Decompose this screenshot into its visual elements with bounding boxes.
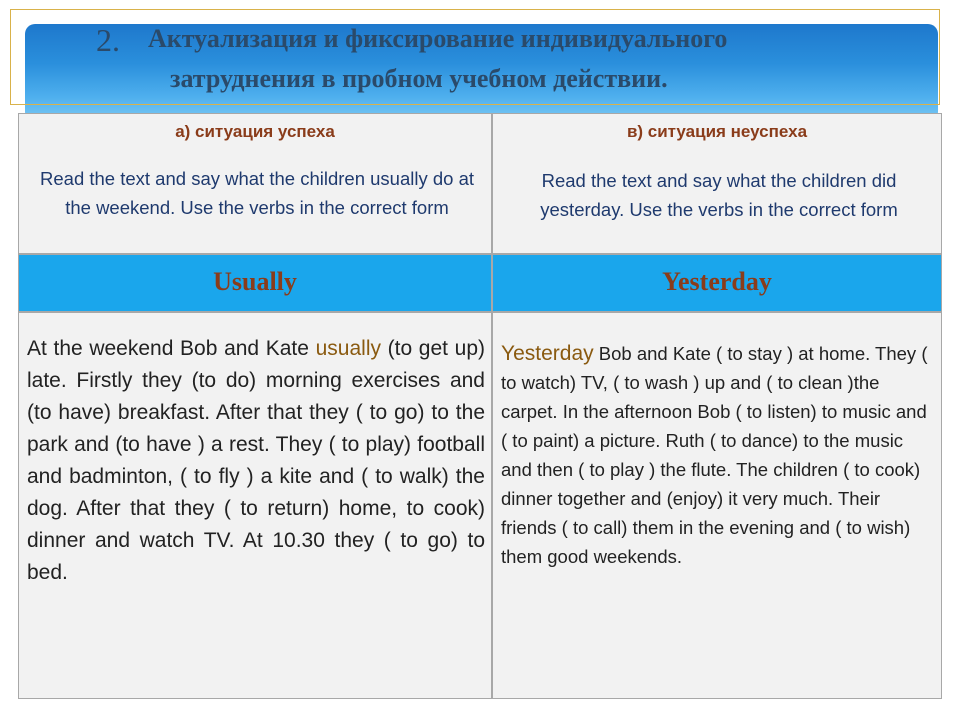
band-cell-usually (18, 254, 492, 312)
slide-title-line-1: Актуализация и фиксирование индивидуального (148, 24, 728, 53)
task-instruction-success: Read the text and say what the children usually do at the weekend. Use the verbs in the correct form (40, 168, 474, 218)
text-cell-usually (18, 312, 492, 699)
highlight-word-yesterday: Yesterday (501, 342, 594, 365)
situation-label-success: а) ситуация успеха (175, 122, 335, 141)
slide-number: 2. (96, 22, 120, 58)
situation-label-failure: в) ситуация неуспеха (626, 122, 808, 141)
text-cell-yesterday (492, 312, 942, 699)
slide-title-line-2: затруднения в пробном учебном действии. (170, 64, 668, 93)
text-part-before: At the weekend Bob and Kate (27, 337, 316, 360)
band-cell-yesterday (492, 254, 942, 312)
header-cell-success (18, 113, 492, 254)
exercise-text-yesterday (501, 339, 937, 571)
highlight-word-usually: usually (315, 337, 381, 360)
task-instruction-failure: Read the text and say what the children did yesterday. Use the verbs in the correct form (540, 170, 898, 220)
text-part-after: Bob and Kate ( to stay ) at home. They ( to watch) TV, ( to wash ) up and ( to clean )the carpet. In the afternoon Bob ( to listen) to music and ( to paint) a picture. Ruth ( to dance) to the music and then ( to play ) the flute. The children ( to cook) dinner together and (enjoy) it very much. Their friends ( to call) them in the evening and ( to wish) them good weekends. (501, 343, 928, 567)
band-title-usually: Usually (213, 267, 297, 296)
band-title-yesterday: Yesterday (662, 267, 772, 296)
text-part-after: (to get up) late. Firstly they (to do) morning exercises and (to have) breakfast. After that they ( to go) to the park and (to have ) a rest. They ( to play) football and badminton, ( to fly ) a kite and ( to walk) the dog. After that they ( to return) home, to cook) dinner and watch TV. At 10.30 they ( to go) to bed. (27, 337, 485, 584)
header-cell-failure (492, 113, 942, 254)
comparison-table (18, 113, 942, 699)
exercise-text-usually (27, 333, 485, 589)
